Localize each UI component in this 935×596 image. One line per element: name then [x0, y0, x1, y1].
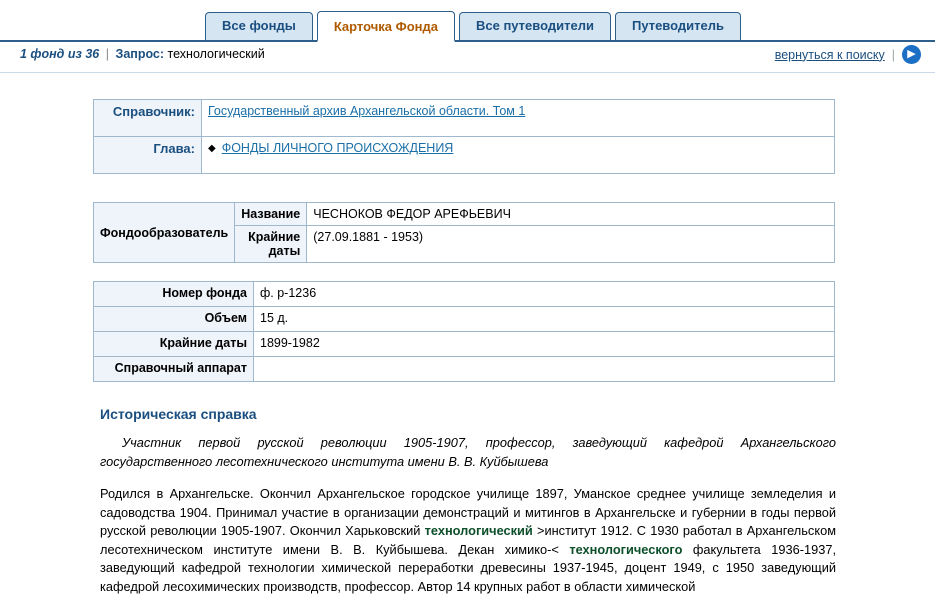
founder-dates-label: Крайние даты	[235, 226, 307, 263]
query-actions	[775, 45, 921, 64]
fund-volume-value: 15 д.	[254, 307, 835, 332]
back-to-search-link[interactable]: вернуться к поиску	[774, 47, 885, 62]
guide-label: Справочник:	[94, 100, 202, 137]
founder-dates-value: (27.09.1881 - 1953)	[307, 226, 835, 263]
guide-value-cell	[202, 100, 835, 137]
table-row	[94, 137, 835, 174]
fund-number-label: Номер фонда	[94, 282, 254, 307]
tab-fund-card[interactable]: Карточка Фонда	[317, 11, 455, 42]
reference-apparatus-label: Справочный аппарат	[94, 357, 254, 382]
arrow-right-icon[interactable]: ▶	[902, 45, 921, 64]
historical-note-title: Историческая справка	[100, 406, 257, 422]
query-label: Запрос:	[115, 47, 165, 61]
result-count: 1 фонд из 36	[20, 47, 100, 61]
fund-dates-label: Крайние даты	[94, 332, 254, 357]
fund-number-value: ф. р-1236	[254, 282, 835, 307]
historical-note-section	[100, 406, 836, 596]
tab-guide[interactable]: Путеводитель	[615, 12, 741, 40]
fund-card-content	[0, 99, 935, 596]
query-value: технологический	[167, 47, 265, 61]
chapter-value-cell	[202, 137, 835, 174]
table-row	[94, 203, 835, 226]
guide-link[interactable]: Государственный архив Архангельской области. Том 1	[208, 104, 526, 118]
historical-note-intro: Участник первой русской революции 1905-1907, профессор, заведующий кафедрой Архангельского государственного лесотехнического института имени В. В. Куйбышева	[100, 435, 836, 469]
query-bar	[0, 42, 935, 73]
fund-properties-table	[93, 281, 835, 382]
reference-apparatus-value	[254, 357, 835, 382]
chapter-link[interactable]: ФОНДЫ ЛИЧНОГО ПРОИСХОЖДЕНИЯ	[221, 141, 454, 155]
tab-all-guides[interactable]: Все путеводители	[459, 12, 611, 40]
note-text-2: >институт 1912. С 1930 работал в Архангельском лесотехническом институте имени В. В. Куйбышева. Декан химико-<	[100, 523, 836, 557]
founder-table	[93, 202, 835, 263]
fund-dates-value: 1899-1982	[254, 332, 835, 357]
founder-name-label: Название	[235, 203, 307, 226]
table-row	[94, 282, 835, 307]
action-divider: |	[891, 47, 895, 62]
guide-info-table	[93, 99, 835, 174]
note-highlight-1: технологический	[424, 523, 533, 539]
note-text-3: факультета 1936-1937, заведующий кафедрой технологии химической переработки древесины 1937-1945, доцент 1949, с 1950 заведующий кафедрой лесохимических производств, профессор. Автор 14 крупных работ в области химической	[100, 541, 837, 594]
tab-list	[205, 11, 741, 40]
tab-all-funds[interactable]: Все фонды	[205, 12, 313, 40]
founder-name-value: ЧЕСНОКОВ ФЕДОР АРЕФЬЕВИЧ	[307, 203, 835, 226]
query-summary	[20, 47, 265, 61]
table-row	[94, 332, 835, 357]
fund-volume-label: Объем	[94, 307, 254, 332]
diamond-bullet-icon: ◆	[208, 143, 216, 154]
query-separator: |	[105, 47, 109, 61]
table-row	[94, 307, 835, 332]
table-row	[94, 100, 835, 137]
note-highlight-2: технологического	[569, 541, 683, 557]
founder-group-label: Фондообразователь	[94, 203, 235, 263]
tab-bar	[0, 0, 935, 42]
note-text-1: Родился в Архангельске. Окончил Архангельское городское училище 1897, Уманское среднее училище земледелия и садоводства 1904. Принимал участие в организации демонстраций и митингов в Архангельске и губернии в годы первой русской революции 1905-1907. Окончил Харьковский	[100, 486, 836, 539]
table-row	[94, 357, 835, 382]
chapter-label: Глава:	[94, 137, 202, 174]
historical-note-body	[100, 485, 836, 596]
